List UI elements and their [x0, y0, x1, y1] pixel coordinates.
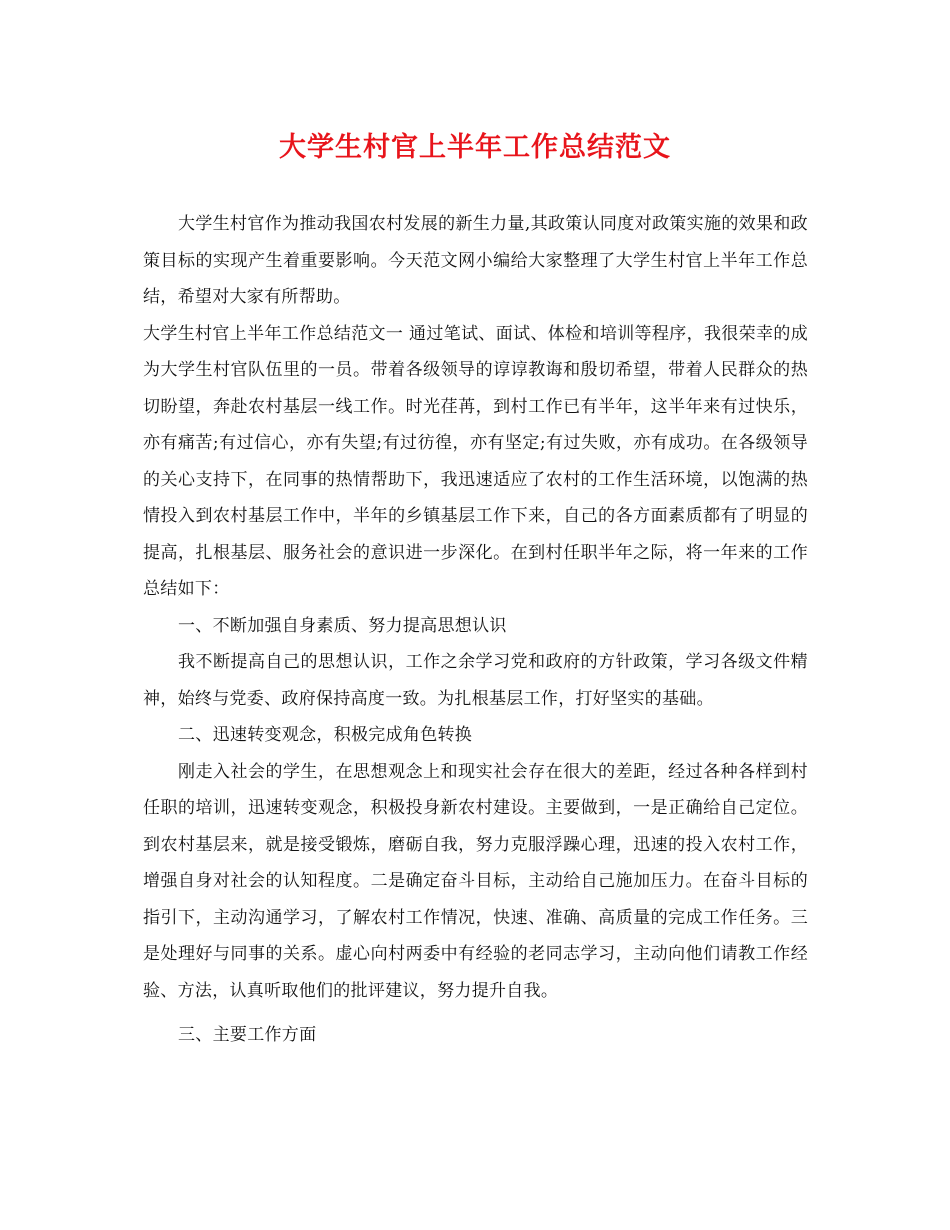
section-body-1: 我不断提高自己的思想认识，工作之余学习党和政府的方针政策，学习各级文件精神，始终与党委、政府保持高度一致。为扎根基层工作，打好坚实的基础。 [143, 652, 808, 709]
intro-paragraph: 大学生村官作为推动我国农村发展的新生力量,其政策认同度对政策实施的效果和政策目标的实现产生着重要影响。今天范文网小编给大家整理了大学生村官上半年工作总结，希望对大家有所帮助。 [143, 214, 808, 307]
opening-paragraph [143, 316, 808, 608]
section-body-2: 刚走入社会的学生，在思想观念上和现实社会存在很大的差距，经过各种各样到村任职的培训，迅速转变观念，积极投身新农村建设。主要做到，一是正确给自己定位。到农村基层来，就是接受锻炼，磨砺自我，努力克服浮躁心理，迅速的投入农村工作，增强自身对社会的认知程度。二是确定奋斗目标，主动给自己施加压力。在奋斗目标的指引下，主动沟通学习，了解农村工作情况，快速、准确、高质量的完成工作任务。三是处理好与同事的关系。虚心向村两委中有经验的老同志学习，主动向他们请教工作经验、方法，认真听取他们的批评建议，努力提升自我。 [143, 761, 808, 1001]
document-title: 大学生村官上半年工作总结范文 [279, 132, 671, 163]
opening-text: 通过笔试、面试、体检和培训等程序，我很荣幸的成为大学生村官队伍里的一员。带着各级领导的谆谆教诲和殷切希望，带着人民群众的热切盼望，奔赴农村基层一线工作。时光荏苒，到村工作已有半年，这半年来有过快乐，亦有痛苦;有过信心，亦有失望;有过彷徨，亦有坚定;有过失败，亦有成功。在各级领导的关心支持下，在同事的热情帮助下，我迅速适应了农村的工作生活环境，以饱满的热情投入到农村基层工作中，半年的乡镇基层工作下来，自己的各方面素质都有了明显的提高，扎根基层、服务社会的意识进一步深化。在到村任职半年之际，将一年来的工作总结如下： [143, 323, 808, 599]
document-body [143, 206, 808, 1054]
article-subtitle: 大学生村官上半年工作总结范文一 [143, 323, 404, 344]
section-heading-3: 三、主要工作方面 [178, 1025, 317, 1045]
section-heading-2: 二、迅速转变观念，积极完成角色转换 [178, 725, 473, 745]
section-heading-1: 一、不断加强自身素质、努力提高思想认识 [178, 615, 507, 636]
